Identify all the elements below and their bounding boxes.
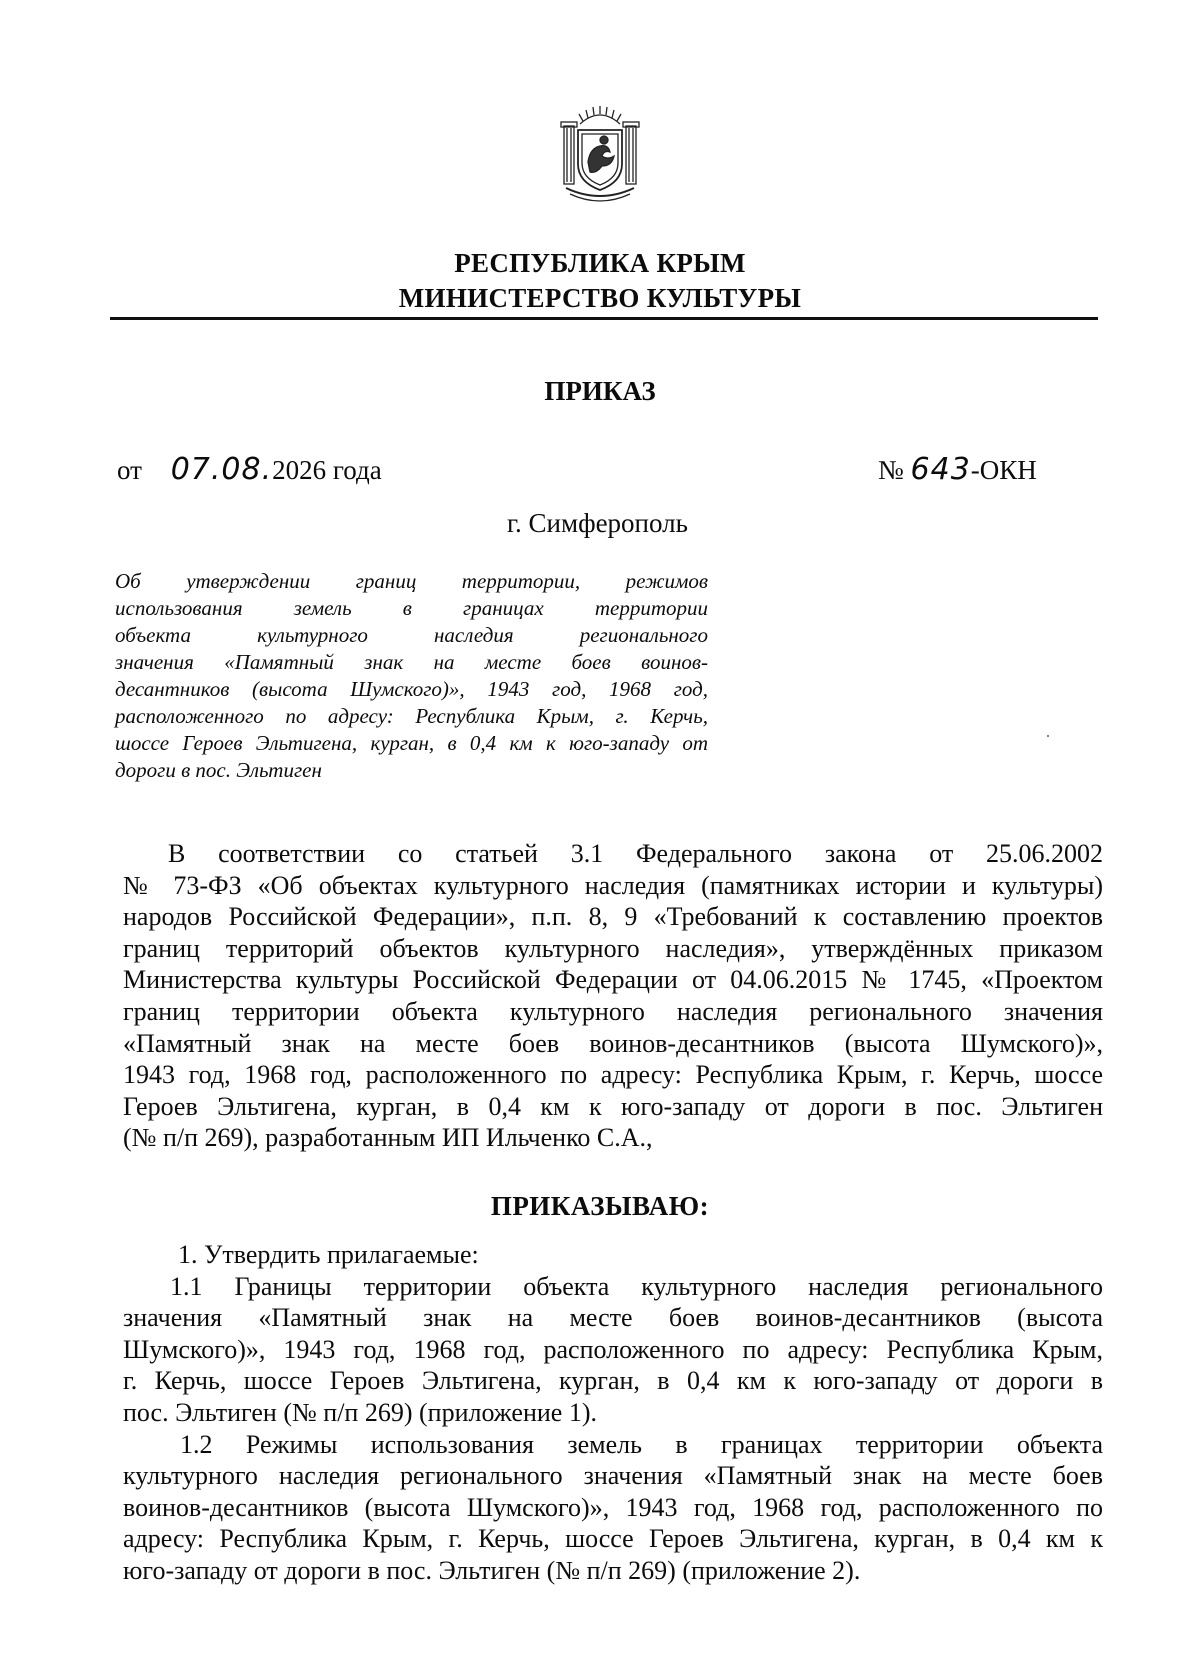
preamble-line: народов Российской Федерации», п.п. 8, 9 «Требований к составлению проектов: [123, 902, 1103, 932]
subject-line: использования земель в границах территории: [115, 596, 708, 620]
coat-of-arms-icon: [558, 104, 642, 208]
header-divider: [110, 317, 1098, 320]
preamble-line: № 73-ФЗ «Об объектах культурного наследия (памятниках истории и культуры): [123, 870, 1103, 900]
item-1-2-line: юго-западу от дороги в пос. Эльтиген (№ п/п 269) (приложение 2).: [123, 1555, 861, 1585]
date-prefix: от: [117, 455, 142, 485]
item-1: 1. Утвердить прилагаемые:: [178, 1240, 479, 1269]
subject-line: значения «Памятный знак на месте боев воинов-: [115, 650, 708, 674]
item-1-2-line: 1.2 Режимы использования земель в границах территории объекта: [180, 1429, 1103, 1459]
preamble-line: границ территории объекта культурного наследия регионального значения: [123, 996, 1103, 1026]
document-subject: [115, 568, 708, 784]
subject-line: объекта культурного наследия регионального: [115, 623, 708, 647]
item-1-2-line: воинов-десантников (высота Шумского)», 1943 год, 1968 год, расположенного по: [123, 1492, 1103, 1522]
item-1-2-line: культурного наследия регионального значения «Памятный знак на месте боев: [123, 1461, 1103, 1491]
document-type-title: ПРИКАЗ: [544, 376, 656, 406]
preamble-line: Министерства культуры Российской Федерации от 04.06.2015 № 1745, «Проектом: [123, 965, 1103, 995]
subject-line: десантников (высота Шумского)», 1943 год, 1968 год,: [115, 677, 708, 701]
subject-line: дороги в пос. Эльтиген: [115, 758, 322, 782]
preamble-line: В соответствии со статьей 3.1 Федерального закона от 25.06.2002: [168, 839, 1103, 868]
subject-line: шоссе Героев Эльтигена, курган, в 0,4 км к юго-западу от: [115, 731, 708, 755]
preamble-line: Героев Эльтигена, курган, в 0,4 км к юго-западу от дороги в пос. Эльтиген: [123, 1091, 1103, 1121]
order-heading: ПРИКАЗЫВАЮ:: [490, 1191, 710, 1221]
preamble-line: (№ п/п 269), разработанным ИП Ильченко С.А.,: [123, 1123, 653, 1153]
number-prefix: №: [878, 455, 904, 485]
org-name-line2: МИНИСТЕРСТВО КУЛЬТУРЫ: [398, 283, 802, 313]
document-number: [878, 452, 1037, 487]
item-1-2-line: адресу: Республика Крым, г. Керчь, шоссе Героев Эльтигена, курган, в 0,4 км к: [123, 1524, 1103, 1554]
number-handwritten: 643: [910, 452, 971, 487]
city: г. Симферополь: [507, 508, 688, 538]
subject-line: Об утверждении границ территории, режимов: [115, 569, 708, 593]
date-handwritten: 07.08.: [170, 452, 273, 487]
preamble-line: 1943 год, 1968 год, расположенного по адресу: Республика Крым, г. Керчь, шоссе: [123, 1060, 1103, 1090]
item-1-1-line: г. Керчь, шоссе Героев Эльтигена, курган, в 0,4 км к юго-западу от дороги в: [123, 1366, 1103, 1396]
date-year: 2026 года: [272, 455, 382, 485]
date-line: [117, 452, 382, 487]
item-1-1-line: 1.1 Границы территории объекта культурного наследия регионального: [170, 1271, 1103, 1301]
preamble-line: «Памятный знак на месте боев воинов-десантников (высота Шумского)»,: [123, 1028, 1103, 1058]
number-suffix: -ОКН: [970, 455, 1037, 485]
preamble-line: границ территорий объектов культурного наследия», утверждённых приказом: [123, 933, 1103, 963]
order-items: [123, 1239, 1103, 1587]
org-name-line1: РЕСПУБЛИКА КРЫМ: [454, 248, 746, 278]
subject-line: расположенного по адресу: Республика Крым, г. Керчь,: [115, 704, 708, 728]
preamble-paragraph: [123, 838, 1103, 1154]
item-1-1-line: значения «Памятный знак на месте боев воинов-десантников (высота: [123, 1303, 1103, 1333]
item-1-1-line: Шумского)», 1943 год, 1968 год, расположенного по адресу: Республика Крым,: [123, 1334, 1103, 1364]
item-1-1-line: пос. Эльтиген (№ п/п 269) (приложение 1).: [123, 1397, 597, 1427]
scan-speck: [1047, 735, 1049, 737]
